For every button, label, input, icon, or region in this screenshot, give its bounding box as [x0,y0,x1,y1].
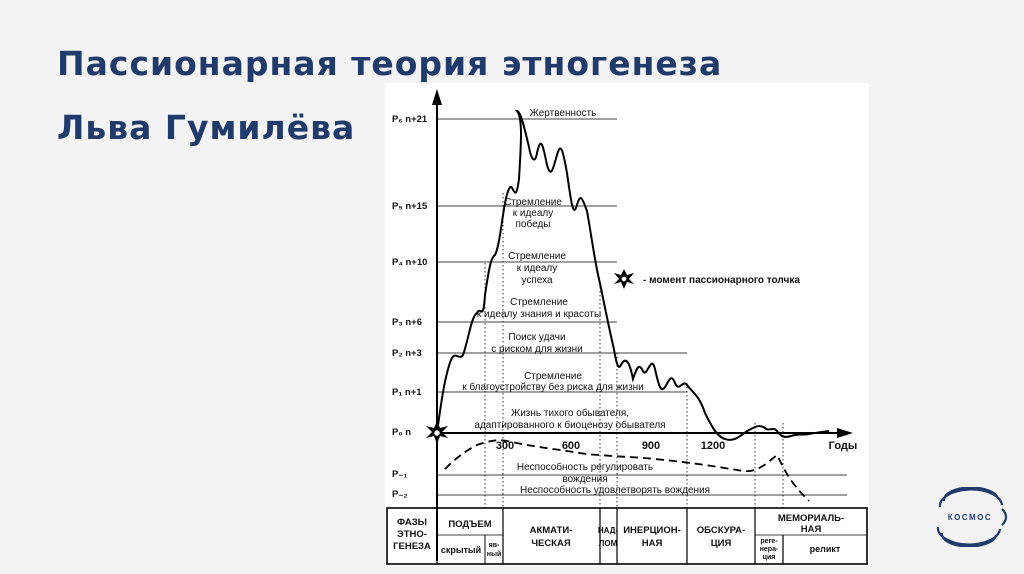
passionarity-curve-diagram [385,83,869,566]
band-unable-regulate-1: Неспособность регулировать [516,462,654,473]
phase-rise-hidden: скрытый [440,545,482,555]
legend-text: - момент пассионарного толчка [643,275,800,286]
phase-acmatic-1: АКМАТИ- [529,525,573,536]
band-unable-regulate-2: вождения [562,474,608,485]
band-knowledge-1: Стремление [510,297,568,308]
band-success-1: Стремление [508,251,566,262]
band-comfort-2: к благоустройству без риска для жизни [462,382,644,393]
slide-title-line1: Пассионарная теория этногенеза [57,44,723,83]
phase-header-1: ФАЗЫ [397,517,427,528]
slide-title-line2: Льва Гумилёва [57,108,356,147]
phase-break-1: НАД- [597,526,619,535]
phase-header-2: ЭТНО- [397,529,427,540]
band-luck-2: с риском для жизни [491,344,583,355]
level-label-p5: P₅ n+15 [392,201,428,212]
band-knowledge-2: к идеалу знания и красоты [476,309,602,320]
level-label-p4: P₄ n+10 [392,257,428,268]
band-victory-1: Стремление [504,197,562,208]
band-philistine-2: адаптированного к биоценозу обывателя [474,420,666,431]
y-axis-arrow [432,89,442,105]
phase-memorial-1: МЕМОРИАЛЬ- [777,513,845,524]
x-axis-arrow [837,428,853,438]
phase-regeneration-1: реге- [760,538,778,545]
band-comfort-1: Стремление [524,371,582,382]
level-label-p1: P₁ n+1 [392,387,422,398]
x-tick-900: 900 [641,440,661,452]
band-victory-2: к идеалу [512,208,554,219]
phase-rise: ПОДЪЕМ [448,519,492,530]
level-label-pm2: P₋₂ [392,489,408,500]
level-label-p2: P₂ n+3 [392,348,422,359]
phase-regeneration-3: ция [762,554,776,561]
band-success-2: к идеалу [516,263,558,274]
level-label-p6: P₆ n+21 [392,114,428,125]
phase-relict: реликт [809,544,841,554]
phase-inertial-2: НАЯ [641,538,663,549]
phase-header-3: ГЕНЕЗА [393,541,431,552]
phase-break-2: ЛОМ [598,539,618,548]
x-tick-1200: 1200 [700,440,726,452]
x-axis-label: Годы [828,440,858,452]
band-sacrifice: Жертвенность [529,108,597,119]
legend-star-icon [614,269,634,289]
phase-rise-open-2: ный [486,551,502,558]
x-tick-300: 300 [495,440,515,452]
phase-inertial-1: ИНЕРЦИОН- [623,525,681,536]
phase-obscuration-1: ОБСКУРА- [696,525,746,536]
kosmos-logo [930,487,1010,547]
band-success-3: успеха [521,275,553,286]
phase-regeneration-2: нера- [759,546,779,553]
phase-memorial-2: НАЯ [800,524,822,535]
kosmos-logo-text: КОСМОС [947,513,993,522]
band-victory-3: победы [515,219,551,230]
phase-acmatic-2: ЧЕСКАЯ [531,538,571,549]
level-label-pm1: P₋₁ [392,469,408,480]
band-unable-satisfy: Неспособность удовлетворять вождения [519,485,711,496]
band-philistine-1: Жизнь тихого обывателя, [510,408,630,419]
level-label-p0: P₀ n [392,427,412,438]
band-luck-1: Поиск удачи [508,332,566,343]
level-label-p3: P₃ n+6 [392,317,423,328]
x-tick-600: 600 [561,440,581,452]
phase-rise-open-1: яв- [488,542,500,549]
phase-obscuration-2: ЦИЯ [710,538,732,549]
